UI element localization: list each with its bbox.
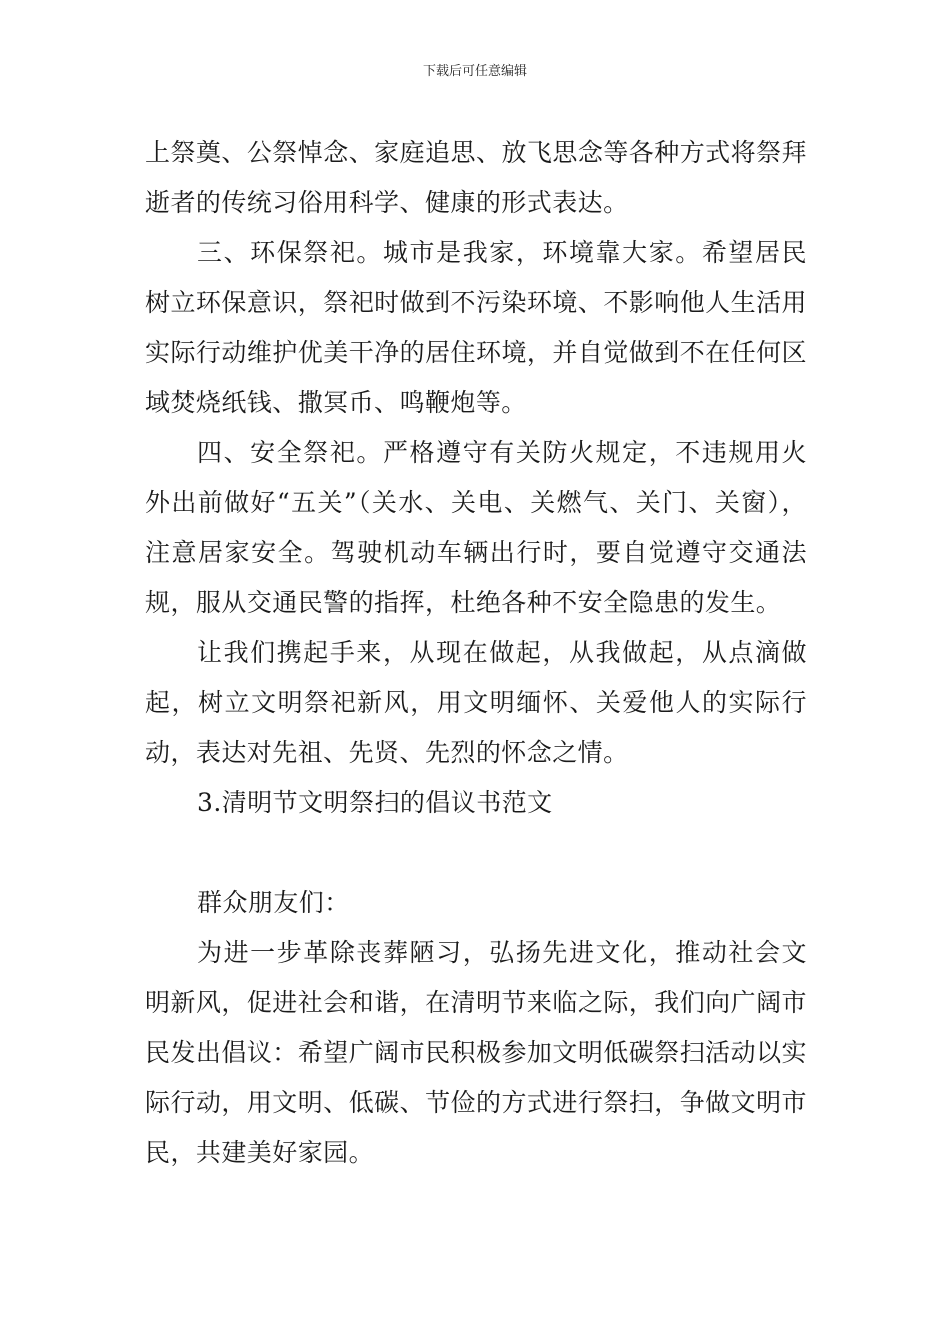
document-body: [145, 128, 807, 1178]
paragraph-proposal: 为进一步革除丧葬陋习，弘扬先进文化，推动社会文明新风，促进社会和谐，在清明节来临之际，我们向广阔市民发出倡议：希望广阔市民积极参加文明低碳祭扫活动以实际行动，用文明、低碳、节俭的方式进行祭扫，争做文明市民，共建美好家园。: [145, 938, 807, 1167]
paragraph-call-to-action: 让我们携起手来，从现在做起，从我做起，从点滴做起，树立文明祭祀新风，用文明缅怀、关爱他人的实际行动，表达对先祖、先贤、先烈的怀念之情。: [145, 638, 807, 767]
paragraph-environmental-sacrifice: 三、环保祭祀。城市是我家，环境靠大家。希望居民树立环保意识，祭祀时做到不污染环境、不影响他人生活用实际行动维护优美干净的居住环境，并自觉做到不在任何区域焚烧纸钱、撒冥币、鸣鞭炮等。: [145, 238, 807, 417]
section-heading: 3.清明节文明祭扫的倡议书范文: [197, 788, 553, 817]
paragraph-continuation: 上祭奠、公祭悼念、家庭追思、放飞思念等各种方式将祭拜逝者的传统习俗用科学、健康的形式表达。: [145, 138, 807, 217]
paragraph-safe-sacrifice: 四、安全祭祀。严格遵守有关防火规定，不违规用火外出前做好“五关”（关水、关电、关燃气、关门、关窗），注意居家安全。驾驶机动车辆出行时，要自觉遵守交通法规，服从交通民警的指挥，杜绝各种不安全隐患的发生。: [145, 438, 807, 617]
page-header: 下载后可任意编辑: [422, 64, 527, 79]
salutation: 群众朋友们：: [197, 888, 350, 917]
blank-line: [145, 828, 807, 878]
